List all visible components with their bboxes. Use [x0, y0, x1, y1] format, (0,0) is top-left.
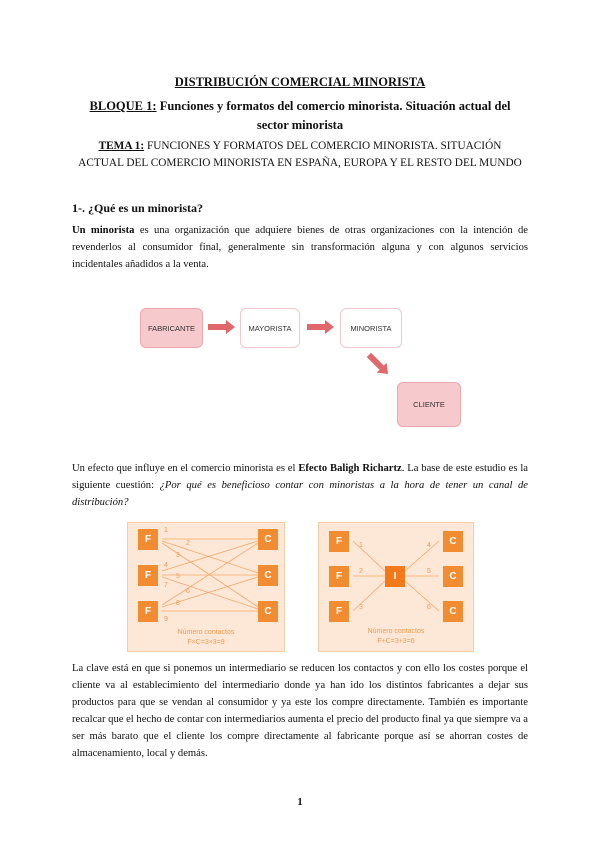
- document-title: DISTRIBUCIÓN COMERCIAL MINORISTA: [174, 75, 426, 89]
- direct-caption-title: Número contactos: [177, 629, 235, 636]
- efecto-question: ¿Por qué es beneficioso contar con minoristas a la hora de tener un canal de distribución?: [72, 480, 528, 508]
- contact-number: 4: [427, 542, 431, 549]
- efecto-pre: Un efecto que influye en el comercio minorista es el: [72, 463, 296, 474]
- page-number: 1: [297, 797, 303, 808]
- contact-number: 6: [427, 604, 431, 611]
- intermediary-node: I: [385, 566, 405, 587]
- intermediary-caption-formula: F+C=3+3=6: [377, 638, 415, 645]
- contact-number: 2: [359, 568, 363, 575]
- conclusion-text: La clave está en que si ponemos un intermediario se reducen los contactos y con ello los costes porque el cliente va al establecimiento del intermediario donde ya han ido los distintos fabricantes a dejar sus productos para que se vendan al consumidor y ya este los compre directamente. También es importante recalcar que el hecho de contar con intermediarios aumenta el precio del producto final ya que siempre va a ser más barato que el cliente los compre directamente al fabricante porque así se ahorran costes de almacenamiento, local y demás.: [72, 663, 528, 759]
- fabricante-node: F: [138, 565, 158, 586]
- efecto-term: Efecto Baligh Richartz: [298, 463, 402, 474]
- minorista-label: MINORISTA: [350, 323, 392, 333]
- mayorista-label: MAYORISTA: [248, 323, 292, 333]
- cliente-node: C: [443, 566, 463, 587]
- paragraph-conclusion: [72, 660, 528, 762]
- contact-number: 7: [164, 582, 168, 589]
- paragraph-definition: [72, 222, 528, 273]
- cliente-label: CLIENTE: [413, 400, 445, 409]
- efecto-mid: . La base de este estudio es la siguiente cuestión:: [72, 463, 528, 491]
- fabricante-node: F: [329, 566, 349, 587]
- bloque-text: Funciones y formatos del comercio minorista. Situación actual del sector minorista: [159, 99, 511, 132]
- fabricante-node: F: [138, 529, 158, 550]
- bloque-heading: [75, 97, 525, 135]
- minorista-box: [340, 308, 402, 348]
- mayorista-box: [240, 308, 300, 348]
- contact-number: 9: [164, 616, 168, 623]
- tema-heading: [78, 138, 522, 172]
- arrow-fabricante-mayorista: [208, 320, 235, 334]
- fabricante-label: FABRICANTE: [147, 323, 196, 333]
- cliente-node: C: [443, 531, 463, 552]
- term-minorista: Un minorista: [72, 225, 135, 236]
- direct-caption-formula: F×C=3×3=9: [187, 639, 225, 646]
- diagram-intermediary: [318, 522, 474, 652]
- contact-number: 8: [176, 600, 180, 607]
- cliente-node: C: [258, 601, 278, 622]
- tema-label: TEMA 1:: [98, 140, 145, 152]
- section-heading: 1-. ¿Qué es un minorista?: [72, 201, 204, 215]
- fabricante-node: F: [329, 531, 349, 552]
- contact-number: 1: [164, 527, 168, 534]
- intermediary-caption-title: Número contactos: [367, 628, 425, 635]
- cliente-node: C: [443, 601, 463, 622]
- cliente-box: [397, 382, 461, 427]
- cliente-node: C: [258, 565, 278, 586]
- contact-number: 5: [176, 573, 180, 580]
- arrow-minorista-cliente: [364, 350, 393, 379]
- cliente-node: C: [258, 529, 278, 550]
- contact-number: 2: [186, 540, 190, 547]
- fabricante-box: [140, 308, 203, 348]
- fabricante-node: F: [329, 601, 349, 622]
- arrow-mayorista-minorista: [307, 320, 334, 334]
- fabricante-node: F: [138, 601, 158, 622]
- contact-number: 3: [176, 552, 180, 559]
- contact-number: 4: [164, 562, 168, 569]
- contact-number: 1: [359, 542, 363, 549]
- diagram-direct: [127, 522, 285, 652]
- definition-text: es una organización que adquiere bienes de otras organizaciones con la intención de revenderlos al consumidor final, generalmente sin transformación alguna y con algunos servicios incidentales añadidos a la venta.: [72, 225, 528, 270]
- paragraph-efecto: [72, 460, 528, 511]
- contact-number: 6: [186, 588, 190, 595]
- tema-text: FUNCIONES Y FORMATOS DEL COMERCIO MINORISTA. SITUACIÓN ACTUAL DEL COMERCIO MINORISTA EN ESPAÑA, EUROPA Y EL RESTO DEL MUNDO: [78, 140, 522, 169]
- contact-number: 3: [359, 604, 363, 611]
- bloque-label: BLOQUE 1:: [89, 99, 157, 113]
- contact-number: 5: [427, 568, 431, 575]
